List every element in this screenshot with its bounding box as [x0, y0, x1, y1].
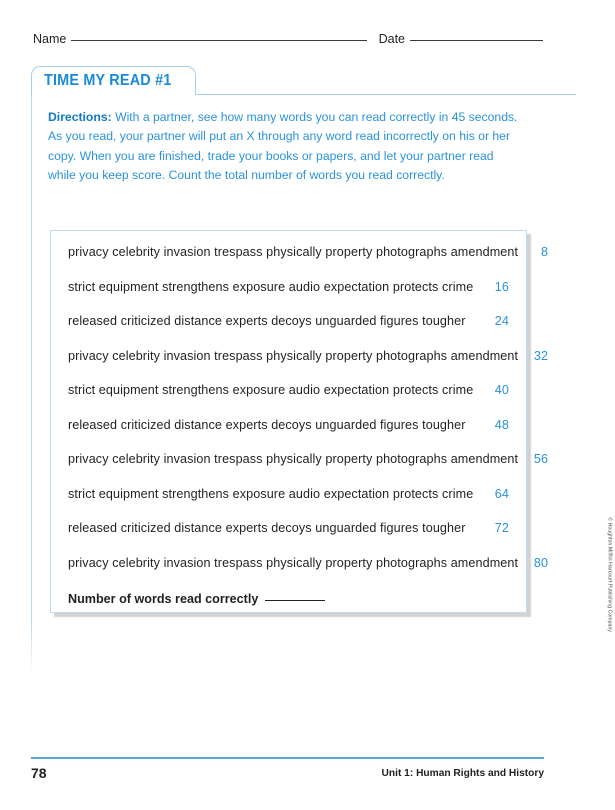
total-words-row: [68, 592, 509, 622]
page-title: TIME MY READ #1: [44, 72, 172, 89]
word-row: [68, 452, 549, 487]
word-row-count: 80: [533, 555, 549, 570]
word-row: [68, 348, 549, 384]
word-row-words: strict equipment strengthens exposure audio expectation protects crime: [68, 486, 474, 501]
title-divider-rule: [195, 94, 576, 95]
word-row: [68, 383, 509, 418]
page-number: 78: [31, 765, 47, 781]
word-row-words: strict equipment strengthens exposure audio expectation protects crime: [68, 383, 474, 397]
directions-text: With a partner, see how many words you can read correctly in 45 seconds. As you read, your partner will put an X through any word read incorrectly on his or her copy. When you are finished, trade your books or papers, and let your partner read while you keep score. Count the total number of words you read correctly.: [48, 110, 518, 182]
word-row-words: privacy celebrity invasion trespass physically property photographs amendment: [68, 245, 519, 259]
word-row-words: privacy celebrity invasion trespass physically property photographs amendment: [68, 555, 519, 570]
word-row-count: 56: [533, 452, 549, 466]
section-title-tab: [31, 66, 576, 96]
unit-label: Unit 1: Human Rights and History: [381, 768, 544, 779]
copyright-notice: © Houghton Mifflin Harcourt Publishing Company: [607, 517, 613, 632]
word-row-count: 40: [494, 383, 509, 397]
word-row-words: released criticized distance experts decoys unguarded figures tougher: [68, 521, 466, 535]
name-date-line: [33, 32, 543, 46]
word-row-words: strict equipment strengthens exposure audio expectation protects crime: [68, 279, 474, 294]
word-row-words: released criticized distance experts decoys unguarded figures tougher: [68, 417, 466, 432]
total-words-label: Number of words read correctly: [68, 592, 259, 606]
word-row: [68, 487, 509, 522]
word-row-words: privacy celebrity invasion trespass physically property photographs amendment: [68, 452, 519, 466]
word-row-count: 48: [494, 417, 509, 432]
word-row-count: 32: [533, 348, 549, 363]
date-write-line[interactable]: [410, 40, 543, 41]
word-row-count: 8: [541, 245, 549, 259]
word-row-count: 24: [494, 314, 509, 328]
name-label: Name: [33, 32, 67, 46]
word-row: [68, 555, 549, 591]
directions-block: [48, 108, 522, 185]
left-margin-rule: [31, 95, 32, 680]
total-words-blank[interactable]: [265, 600, 325, 601]
word-row-words: privacy celebrity invasion trespass physically property photographs amendment: [68, 348, 519, 363]
word-row: [68, 245, 549, 280]
word-row-count: 72: [494, 521, 509, 535]
word-row: [68, 418, 509, 453]
word-row-words: released criticized distance experts decoys unguarded figures tougher: [68, 314, 466, 328]
date-label: Date: [378, 32, 405, 46]
word-row-count: 16: [494, 279, 509, 294]
directions-label: Directions:: [48, 110, 112, 124]
word-row-list: [68, 245, 549, 590]
word-row: [68, 314, 509, 349]
name-write-line[interactable]: [71, 40, 366, 41]
word-row: [68, 521, 509, 556]
word-row-count: 64: [494, 486, 509, 501]
footer-rule: [31, 757, 544, 759]
word-row: [68, 280, 509, 315]
word-practice-box: [50, 230, 549, 613]
